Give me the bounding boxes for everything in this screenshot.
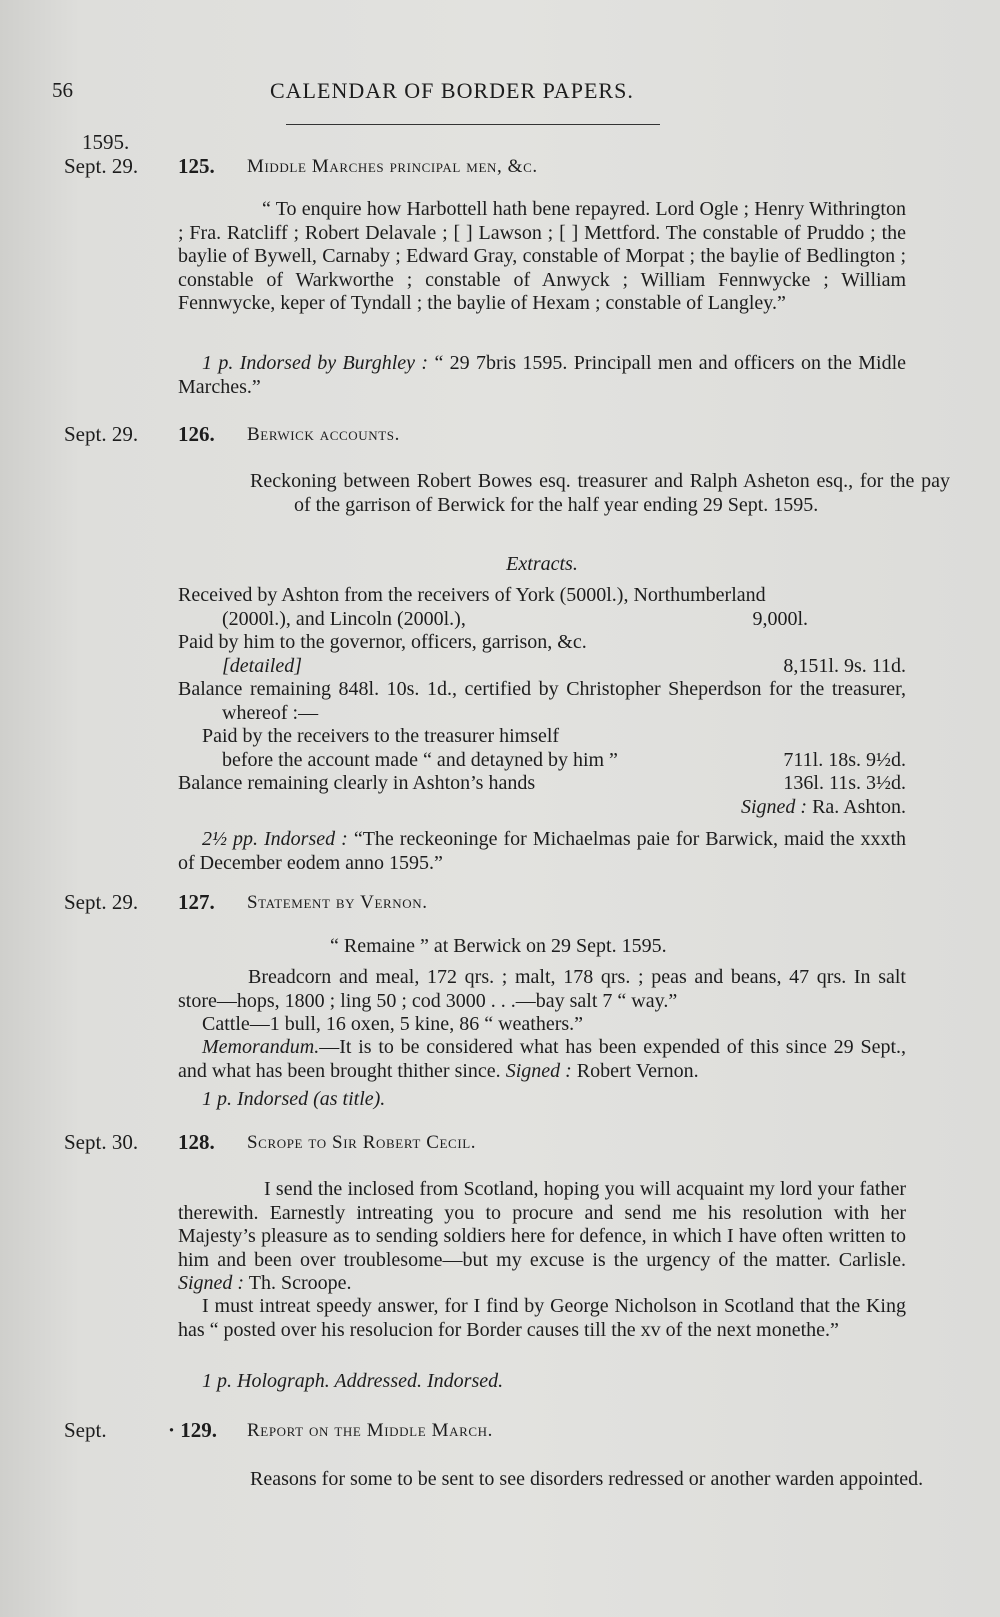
entry-126-title: Berwick accounts. [247, 424, 400, 445]
account-balance-clear-text: Balance remaining clearly in Ashton’s hands [178, 772, 536, 794]
account-line-paid [178, 631, 906, 655]
entry-128-signed-label: Signed : [178, 1272, 245, 1294]
account-line-received [178, 584, 906, 608]
account-treasurer-text-cont: before the account made “ and detayned by him ” [222, 748, 618, 771]
entry-126-signed-name: Ra. Ashton. [812, 795, 906, 818]
account-balance-clear-amount: 136l. 11s. 3½d. [783, 772, 906, 794]
entry-127-p2: Cattle—1 bull, 16 oxen, 5 kine, 86 “ weathers.” [202, 1013, 584, 1035]
entry-128-p1-text: I send the inclosed from Scotland, hoping you will acquaint my lord your father therewith. Earnestly intreating you to procure and send me his resolution with her Majesty’s pleasure as to sending soldiers here for defence, in which I have often written to him and been over troublesome—but my excuse is the urgency of the matter. Carlisle. [178, 1178, 906, 1271]
entry-126-intro: Reckoning between Robert Bowes esq. treasurer and Ralph Asheton esq., for the pay of the garrison of Berwick for the half year ending 29 Sept. 1595. [250, 470, 950, 516]
account-line-balance [178, 772, 906, 796]
entry-127-note: 1 p. Indorsed (as title). [202, 1088, 386, 1110]
account-line-paid-cont [178, 655, 906, 679]
entry-128-p2: I must intreat speedy answer, for I find by George Nicholson in Scotland that the King has “ posted over his resolucion for Border causes till the xv of the next monethe.” [178, 1295, 906, 1341]
account-paid-text: Paid by him to the governor, officers, garrison, &c. [178, 631, 587, 653]
entry-129-number-text: 129. [180, 1418, 218, 1442]
entry-127-p1: Breadcorn and meal, 172 qrs. ; malt, 178 qrs. ; peas and beans, 47 qrs. In salt store—hops, 1800 ; ling 50 ; cod 3000 . . .—bay salt 7 “ way.” [178, 966, 906, 1012]
account-line-treasurer-cont [178, 749, 906, 773]
entry-127-signed-label: Signed : [505, 1059, 572, 1082]
entry-128-number: 128. [178, 1130, 215, 1154]
entry-125-title: Middle Marches principal men, &c. [247, 156, 538, 177]
entry-127-date: Sept. 29. [64, 890, 139, 914]
entry-127-signed-name: Robert Vernon. [576, 1059, 699, 1082]
entry-129-date: Sept. [64, 1418, 107, 1442]
entry-129-body: Reasons for some to be sent to see disorders redressed or another warden appointed. [250, 1468, 924, 1490]
entry-127-subhead: “ Remaine ” at Berwick on 29 Sept. 1595. [330, 935, 667, 957]
entry-128-signed-name: Th. Scroope. [248, 1272, 352, 1294]
account-line-received-cont [178, 608, 906, 632]
entry-125-note-italic: 1 p. Indorsed by Burghley : [202, 352, 429, 374]
entry-125-note-rest: “ 29 7bris 1595. Principall men and officers on the Midle Marches.” [178, 352, 906, 398]
entry-128-date: Sept. 30. [64, 1130, 139, 1154]
account-received-text: Received by Ashton from the receivers of York (5000l.), Northumberland [178, 584, 766, 606]
account-received-amount: 9,000l. [752, 607, 808, 630]
entry-126-extracts-label: Extracts. [506, 553, 578, 575]
entry-128-title: Scrope to Sir Robert Cecil. [247, 1132, 477, 1153]
entry-125-date: Sept. 29. [64, 154, 139, 178]
entry-125-number: 125. [178, 154, 215, 178]
account-balance-text: Balance remaining 848l. 10s. 1d., certified by Christopher Sheperdson for the treasurer, whereof :— [178, 678, 906, 724]
account-treasurer-amount: 711l. 18s. 9½d. [783, 748, 906, 771]
entry-126-note [178, 828, 906, 875]
running-title: CALENDAR OF BORDER PAPERS. [270, 78, 634, 103]
entry-128-note: 1 p. Holograph. Addressed. Indorsed. [202, 1370, 504, 1392]
entry-127-number: 127. [178, 890, 215, 914]
entry-126-signed [178, 796, 906, 820]
entry-126-date: Sept. 29. [64, 422, 139, 446]
page-number: 56 [52, 78, 73, 102]
entry-127-memo [178, 1036, 906, 1083]
entry-128-p1 [178, 1178, 906, 1296]
entry-126-accounts [178, 584, 906, 819]
account-line-treasurer [178, 725, 906, 749]
account-paid-detailed: [detailed] [222, 654, 302, 677]
entry-129-number: · 129. [168, 1418, 218, 1442]
year-label: 1595. [82, 130, 130, 154]
entry-126-number: 126. [178, 422, 215, 446]
entry-125-note [178, 352, 906, 399]
account-paid-amount: 8,151l. 9s. 11d. [783, 654, 906, 677]
account-treasurer-text: Paid by the receivers to the treasurer himself [202, 725, 560, 747]
entry-127-title: Statement by Vernon. [247, 892, 428, 913]
header-rule [286, 124, 660, 125]
entry-129-title: Report on the Middle March. [247, 1420, 493, 1441]
entry-127-memo-text: —It is to be considered what has been expended of this since 29 Sept., and what has been brought thither since. [178, 1036, 906, 1082]
entry-126-note-rest: “The reckeoninge for Michaelmas paie for Barwick, maid the xxxth of December eodem anno 1595.” [178, 828, 907, 874]
entry-127-memo-label: Memorandum. [202, 1036, 320, 1058]
entry-126-note-italic: 2½ pp. Indorsed : [202, 828, 348, 850]
account-received-text-cont: (2000l.), and Lincoln (2000l.), [222, 607, 466, 630]
entry-126-signed-label: Signed : [741, 795, 808, 818]
entry-125-body: “ To enquire how Harbottell hath bene repayred. Lord Ogle ; Henry Withrington ; Fra. Ratcliff ; Robert Delavale ; [ ] Lawson ; [ ] Mettford. The constable of Pruddo ; the baylie of Bywell, Carnaby ; Edward Gray, constable of Morpat ; the baylie of Bedlington ; constable of Warkworthe ; constable of Anwyck ; William Fennwycke ; William Fennwycke, keper of Tyndall ; the baylie of Hexam ; constable of Langley.” [178, 198, 906, 314]
